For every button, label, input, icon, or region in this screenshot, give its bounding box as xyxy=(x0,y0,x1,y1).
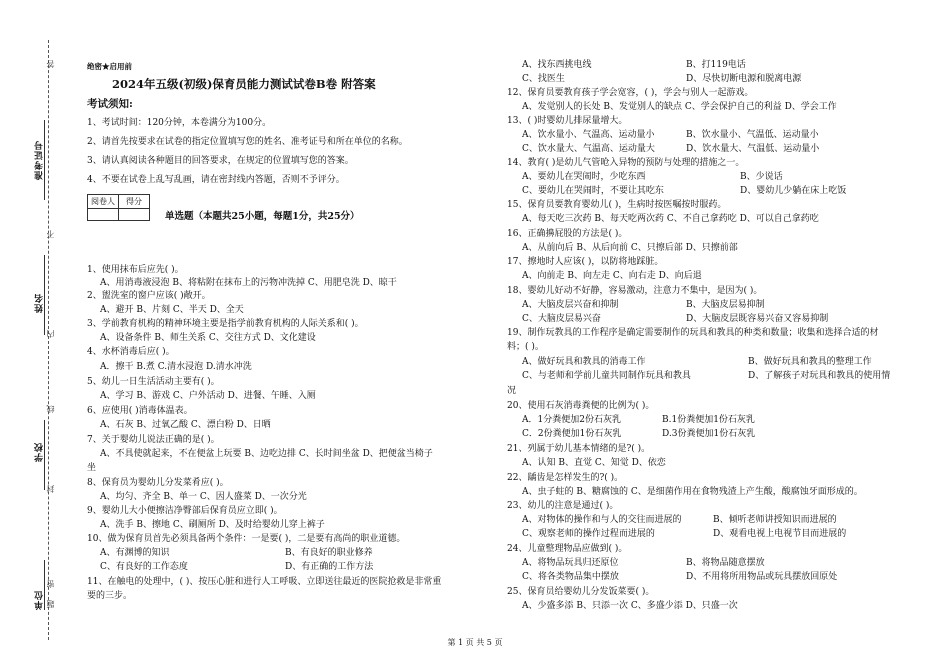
question-text: 2、盥洗室的窗户应该( )敞开。 xyxy=(87,291,211,301)
notice-item: 1、考试时间：120分钟，本卷满分为100分。 xyxy=(87,118,272,128)
question-options: D、饮水量大、气温低、运动量小 xyxy=(686,144,820,154)
seal-mark: 线 xyxy=(46,405,55,413)
question-text: 12、保育员要教育孩子学会宽容，( )，学会与别人一起游戏。 xyxy=(507,88,754,98)
seal-mark: 密 xyxy=(46,580,55,588)
question-options: B、少说话 xyxy=(740,172,783,182)
question-options: D、不用将所用物品或玩具摆放回原处 xyxy=(686,572,838,582)
question-options: A、向前走 B、向左走 C、向右走 D、向后退 xyxy=(522,271,702,281)
question-options: B、饮水量小、气温低、运动量小 xyxy=(686,130,819,140)
question-text: 22、龋齿是怎样发生的?( )。 xyxy=(507,473,624,483)
reviewer-header: 阅卷人 xyxy=(88,195,119,209)
question-options: B、做好玩具和教具的整理工作 xyxy=(748,357,872,367)
ticket-number-label: 准考证号 xyxy=(35,140,45,180)
question-text: 25、保育员给婴幼儿分发饭菜要( )。 xyxy=(507,587,655,597)
question-text: 15、保育员要教育婴幼儿( )，生病时按医嘱按时服药。 xyxy=(507,200,727,210)
score-header: 得分 xyxy=(119,195,150,209)
question-options: A、避开 B、片刻 C、半天 D、全天 xyxy=(100,305,244,315)
question-options: A、学习 B、游戏 C、户外活动 D、进餐、午睡、入厕 xyxy=(100,391,316,401)
question-options: A、对物体的操作和与人的交往而进展的 xyxy=(522,515,682,525)
question-options: C、饮水量大、气温高、运动量大 xyxy=(522,144,655,154)
question-options: C、找医生 xyxy=(522,74,565,84)
question-text: 17、擦地时人应该( )，以防将地踩脏。 xyxy=(507,257,664,267)
question-options: A、饮水量小、气温高、运动量小 xyxy=(522,130,655,140)
question-text: 13、( )时婴幼儿排尿量增大。 xyxy=(507,116,628,126)
question-text: 11、在触电的处理中，( )、按压心脏和进行人工呼吸、立即送往最近的医院抢救是非常重 xyxy=(87,577,442,587)
notice-item: 3、请认真阅读各种题目的回答要求，在规定的位置填写您的答案。 xyxy=(87,156,354,166)
question-options: A、大脑皮层兴奋和抑制 xyxy=(522,300,619,310)
question-options: A、认知 B、直觉 C、知觉 D、依恋 xyxy=(522,458,666,468)
question-options: 况 xyxy=(507,386,517,396)
question-text: 4、水杯消毒后应( )。 xyxy=(87,347,175,357)
question-options: A、从前向后 B、从后向前 C、只擦后部 D、只擦前部 xyxy=(522,243,738,253)
question-text: 3、学前教育机构的精神环境主要是指学前教育机构的人际关系和( )。 xyxy=(87,319,364,329)
question-options: C、大脑皮层易兴奋 xyxy=(522,314,601,324)
seal-mark: 不 xyxy=(46,230,55,238)
question-text: 要的三步。 xyxy=(87,591,133,601)
question-options: C、有良好的工作态度 xyxy=(100,562,188,572)
question-text: 7、关于婴幼儿说法正确的是( )。 xyxy=(87,435,220,445)
question-options: A、均匀、齐全 B、单一 C、因人盛菜 D、一次分光 xyxy=(100,492,307,502)
question-options: D、婴幼儿少躺在床上吃饭 xyxy=(740,186,847,196)
question-options: B.1份粪便加1份石灰乳 xyxy=(662,415,755,425)
question-options: D、了解孩子对玩具和教具的使用情 xyxy=(748,371,891,381)
question-text: 24、儿童整理物品应做到( )。 xyxy=(507,544,628,554)
seal-mark: 答 xyxy=(46,60,55,68)
question-options: B、打119电话 xyxy=(686,60,746,70)
notice-heading: 考试须知: xyxy=(87,98,133,110)
question-text: 16、正确擤屁股的方法是( )。 xyxy=(507,229,628,239)
question-text: 23、幼儿的注意是通过( )。 xyxy=(507,501,619,511)
seal-line xyxy=(48,40,49,640)
ticket-number-field[interactable] xyxy=(44,120,45,200)
binding-sidebar xyxy=(4,0,64,671)
question-options: B、将物品随意摆放 xyxy=(686,558,765,568)
question-options: A、有渊博的知识 xyxy=(100,548,170,558)
question-options: D、尽快切断电源和脱离电源 xyxy=(686,74,802,84)
question-text: 1、使用抹布后应先( )。 xyxy=(87,265,184,275)
question-options: A、洗手 B、擦地 C、刷厕所 D、及时给婴幼儿穿上裤子 xyxy=(100,520,325,530)
page-number: 第 1 页 共 5 页 xyxy=(447,638,503,647)
question-text: 6、应使用( )消毒体温表。 xyxy=(87,406,193,416)
question-options: B、倾听老师讲授知识而进展的 xyxy=(713,515,837,525)
unit-label: 单位 xyxy=(35,590,45,610)
question-options: A、做好玩具和教具的消毒工作 xyxy=(522,357,646,367)
question-text: 19、制作玩教具的工作程序是确定需要制作的玩具和教具的种类和数量；收集和选择合适的材 xyxy=(507,328,879,338)
reviewer-cell[interactable] xyxy=(88,209,119,221)
question-options: D、大脑皮层既容易兴奋又容易抑制 xyxy=(686,314,829,324)
question-options: A、少盛多添 B、只添一次 C、多盛少添 D、只盛一次 xyxy=(522,601,738,611)
question-options: A、找东西挑电线 xyxy=(522,60,592,70)
question-text: 18、婴幼儿好动不好静，容易激动，注意力不集中，是因为( )。 xyxy=(507,286,763,296)
question-options: C、观察老师的操作过程而进展的 xyxy=(522,529,655,539)
question-options: D.3份粪便加1份石灰乳 xyxy=(662,429,756,439)
question-text: 5、幼儿一日生活活动主要有( )。 xyxy=(87,377,220,387)
question-text: 8、保育员为婴幼儿分发菜肴应( )。 xyxy=(87,478,229,488)
seal-mark: 内 xyxy=(46,330,55,338)
section-title: 单选题（本题共25小题，每题1分，共25分） xyxy=(165,211,360,222)
score-table xyxy=(87,194,150,221)
notice-item: 2、请首先按要求在试卷的指定位置填写您的姓名、准考证号和所在单位的名称。 xyxy=(87,137,408,147)
question-options: C、与老师和学前儿童共同制作玩具和教具 xyxy=(522,371,691,381)
question-options: 坐 xyxy=(87,463,97,473)
question-text: 14、教育( )是幼儿气管呛入异物的预防与处理的措施之一。 xyxy=(507,158,745,168)
seal-mark: 题 xyxy=(46,600,55,608)
question-text: 料；( )。 xyxy=(507,342,544,352)
notice-item: 4、不要在试卷上乱写乱画，请在密封线内答题，否则不予评分。 xyxy=(87,175,345,185)
question-options: A、发觉别人的长处 B、发觉别人的缺点 C、学会保护自己的利益 D、学会工作 xyxy=(522,102,837,112)
question-options: A．1分粪便加2份石灰乳 xyxy=(522,415,621,425)
question-text: 10、做为保育员首先必须具备两个条件：一是要( )，二是要有高尚的职业道德。 xyxy=(87,534,406,544)
question-options: D、有正确的工作方法 xyxy=(285,562,374,572)
question-options: A、要幼儿在哭闹时，少吃东西 xyxy=(522,172,646,182)
question-options: A、虫子蛀的 B、糖腐蚀的 C、是细菌作用在食物残渣上产生酸，酸腐蚀牙面形成的。 xyxy=(522,487,863,497)
secret-mark: 绝密★启用前 xyxy=(87,62,132,71)
question-options: A、设备条件 B、师生关系 C、交往方式 D、文化建设 xyxy=(100,333,316,343)
question-options: A、不具使就起来，不在便盆上玩要 B、边吃边排 C、长时间坐盆 D、把便盆当椅子 xyxy=(100,449,433,459)
question-options: A、将物品玩具归还原位 xyxy=(522,558,619,568)
seal-mark: 封 xyxy=(46,485,55,493)
question-options: C、要幼儿在哭闹时，不要让其吃东 xyxy=(522,186,664,196)
question-options: A、用消毒液浸泡 B、将粘附在抹布上的污物冲洗掉 C、用肥皂洗 D、晾干 xyxy=(100,278,397,288)
school-label: 学校 xyxy=(35,442,45,462)
question-text: 20、使用石灰消毒粪便的比例为( )。 xyxy=(507,401,655,411)
name-label: 姓名 xyxy=(35,293,45,313)
page-title: 2024年五级(初级)保育员能力测试试卷B卷 附答案 xyxy=(112,77,376,91)
question-text: 21、列属于幼儿基本情绪的是?( )。 xyxy=(507,444,651,454)
question-options: D、观看电视上电视节目而进展的 xyxy=(713,529,847,539)
question-options: B、大脑皮层易抑制 xyxy=(686,300,765,310)
name-field[interactable] xyxy=(44,255,45,335)
question-options: A、每天吃三次药 B、每天吃两次药 C、不自己拿药吃 D、可以自己拿药吃 xyxy=(522,214,819,224)
question-options: C、将各类物品集中摆放 xyxy=(522,572,619,582)
question-options: B、有良好的职业修养 xyxy=(285,548,373,558)
score-cell[interactable] xyxy=(119,209,150,221)
question-options: A、石灰 B、过氧乙酸 C、漂白粉 D、日晒 xyxy=(100,420,271,430)
question-options: C．2份粪便加1份石灰乳 xyxy=(522,429,622,439)
question-options: A．擦干 B.煮 C.清水浸泡 D.清水冲洗 xyxy=(100,362,252,372)
school-field[interactable] xyxy=(44,420,45,490)
question-text: 9、婴幼儿大小便擦洁净臀部后保育员应立即( )。 xyxy=(87,506,283,516)
